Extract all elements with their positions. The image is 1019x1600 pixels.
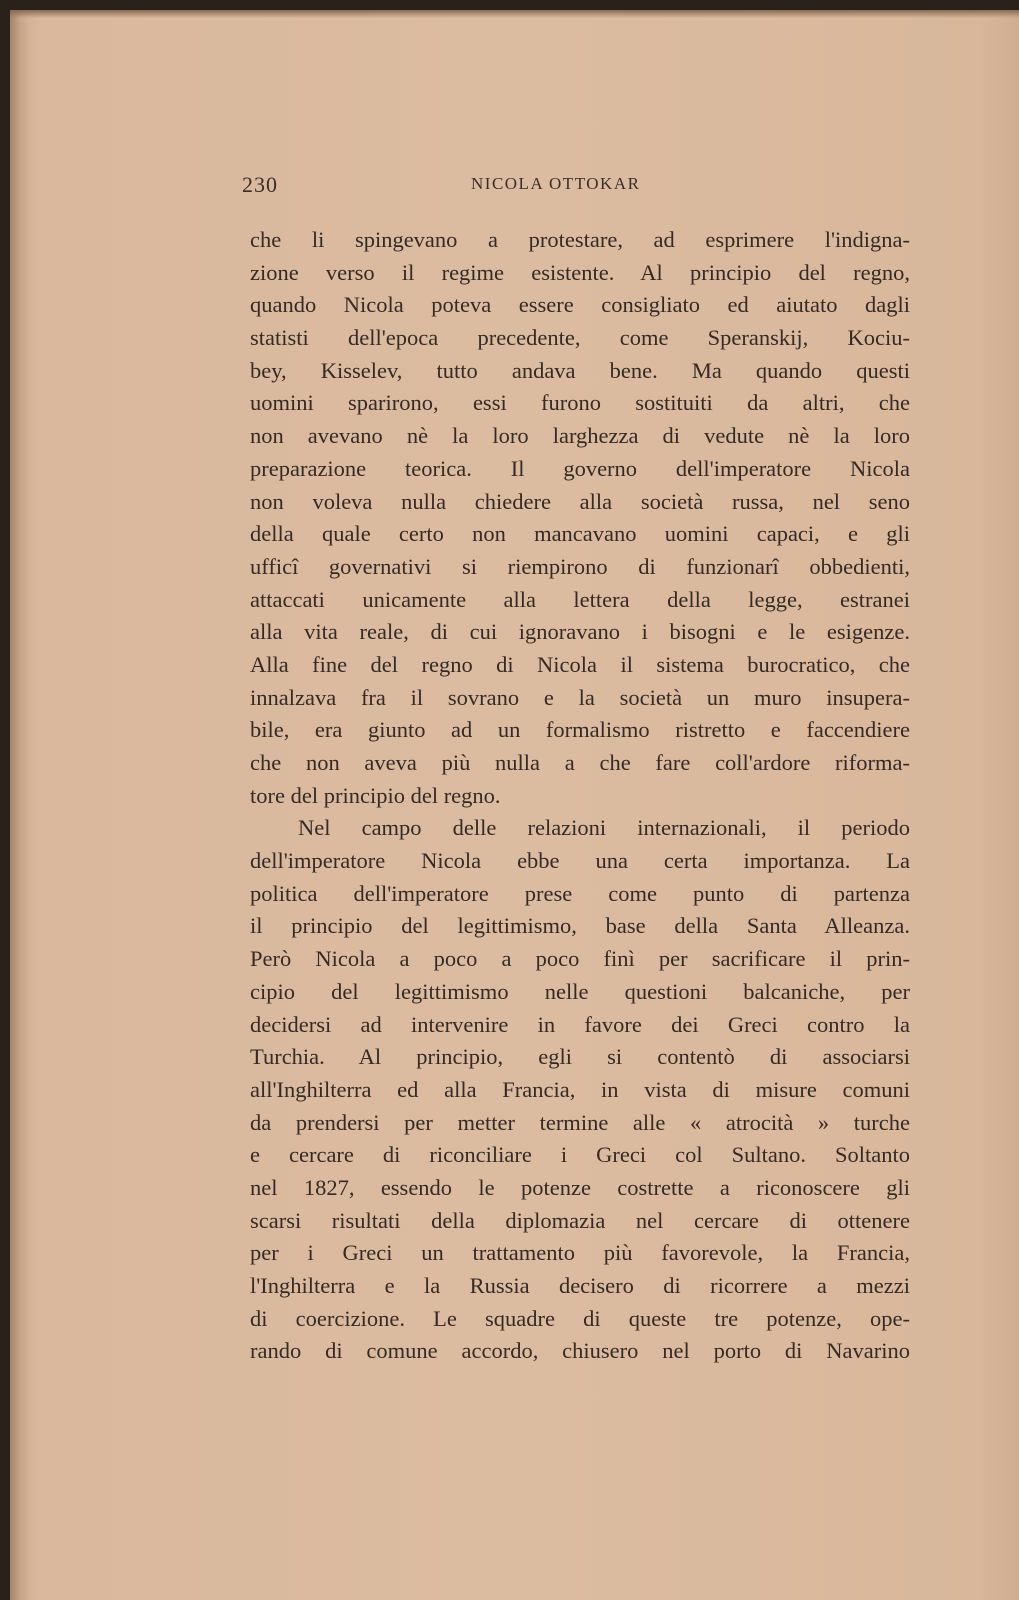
text-line: alla vita reale, di cui ignoravano i bisogni e le esigenze. bbox=[250, 619, 910, 645]
text-line: politica dell'imperatore prese come punto di partenza bbox=[250, 880, 910, 906]
text-line: uomini sparirono, essi furono sostituiti da altri, che bbox=[250, 390, 910, 416]
text-line: il principio del legittimismo, base della Santa Alleanza. bbox=[250, 913, 910, 939]
text-line: quando Nicola poteva essere consigliato ed aiutato dagli bbox=[250, 292, 910, 318]
text-line: zione verso il regime esistente. Al principio del regno, bbox=[250, 259, 910, 285]
text-line: Turchia. Al principio, egli si contentò di associarsi bbox=[250, 1044, 910, 1070]
text-line: Però Nicola a poco a poco finì per sacrificare il prin- bbox=[250, 946, 910, 972]
text-line: che non aveva più nulla a che fare coll'ardore riforma- bbox=[250, 750, 910, 775]
page-top-edge bbox=[10, 10, 1019, 18]
text-line: scarsi risultati della diplomazia nel cercare di ottenere bbox=[250, 1207, 910, 1233]
text-line: Alla fine del regno di Nicola il sistema burocratico, che bbox=[250, 651, 910, 677]
running-header bbox=[242, 172, 902, 198]
text-line: non voleva nulla chiedere alla società russa, nel seno bbox=[250, 488, 910, 514]
text-line: statisti dell'epoca precedente, come Speranskij, Kociu- bbox=[250, 325, 910, 351]
page-edge bbox=[10, 10, 28, 1600]
text-line: innalzava fra il sovrano e la società un muro insupera- bbox=[250, 684, 910, 710]
text-line: rando di comune accordo, chiusero nel porto di Navarino bbox=[250, 1338, 910, 1364]
text-line: e cercare di riconciliare i Greci col Sultano. Soltanto bbox=[250, 1142, 910, 1168]
text-line: tore del principio del regno. bbox=[250, 782, 501, 808]
text-line: da prendersi per metter termine alle « atrocità » turche bbox=[250, 1109, 910, 1135]
text-line: cipio del legittimismo nelle questioni balcaniche, per bbox=[250, 978, 910, 1004]
text-line: di coercizione. Le squadre di queste tre potenze, ope- bbox=[250, 1305, 910, 1331]
text-line: all'Inghilterra ed alla Francia, in vista di misure comuni bbox=[250, 1076, 910, 1102]
text-line: che li spingevano a protestare, ad esprimere l'indigna- bbox=[250, 227, 910, 252]
text-line: della quale certo non mancavano uomini capaci, e gli bbox=[250, 521, 910, 547]
text-line: ufficî governativi si riempirono di funzionarî obbedienti, bbox=[250, 553, 910, 579]
book-page bbox=[10, 10, 1019, 1600]
text-line: bey, Kisselev, tutto andava bene. Ma quando questi bbox=[250, 357, 910, 383]
body-text bbox=[250, 224, 910, 1368]
page-number: 230 bbox=[242, 172, 278, 197]
text-line: decidersi ad intervenire in favore dei Greci contro la bbox=[250, 1011, 910, 1037]
text-line: nel 1827, essendo le potenze costrette a riconoscere gli bbox=[250, 1174, 910, 1200]
text-line: attaccati unicamente alla lettera della legge, estranei bbox=[250, 586, 910, 612]
text-line: non avevano nè la loro larghezza di vedute nè la loro bbox=[250, 423, 910, 449]
running-title: NICOLA OTTOKAR bbox=[471, 174, 641, 193]
text-line: preparazione teorica. Il governo dell'imperatore Nicola bbox=[250, 455, 910, 481]
text-line: Nel campo delle relazioni internazionali, il periodo bbox=[298, 815, 910, 841]
text-line: l'Inghilterra e la Russia decisero di ricorrere a mezzi bbox=[250, 1273, 910, 1298]
text-line: per i Greci un trattamento più favorevole, la Francia, bbox=[250, 1240, 910, 1266]
text-line: dell'imperatore Nicola ebbe una certa importanza. La bbox=[250, 848, 910, 874]
text-line: bile, era giunto ad un formalismo ristretto e faccendiere bbox=[250, 717, 910, 743]
